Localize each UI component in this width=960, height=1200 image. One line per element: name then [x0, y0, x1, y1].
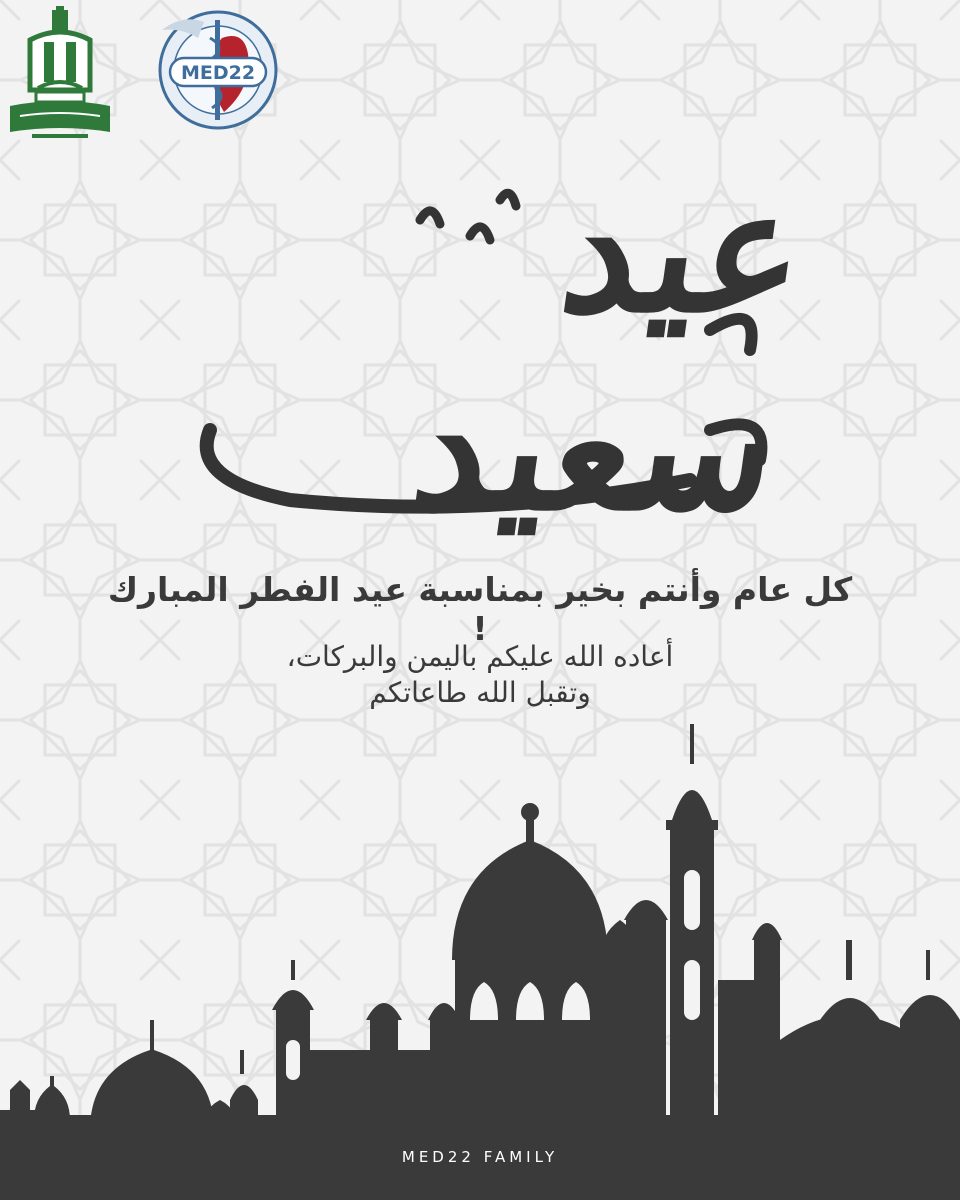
greeting-line-2: وتقبل الله طاعاتكم — [369, 676, 591, 709]
footer-text: MED22 FAMILY — [401, 1148, 559, 1166]
caduceus-heart-emblem-icon — [152, 8, 284, 132]
med22-logo-label: MED22 — [180, 62, 256, 84]
greeting-headline: كل عام وأنتم بخير بمناسبة عيد الفطر المبارك ! — [107, 570, 853, 648]
calligraphy-eid-said — [170, 152, 818, 548]
calligraphy-text: عيد سعيد — [401, 152, 818, 548]
university-crest-icon — [6, 6, 114, 142]
mosque-skyline-silhouette — [0, 720, 960, 1200]
greeting-line-1: أعاده الله عليكم باليمن والبركات، — [286, 640, 674, 673]
